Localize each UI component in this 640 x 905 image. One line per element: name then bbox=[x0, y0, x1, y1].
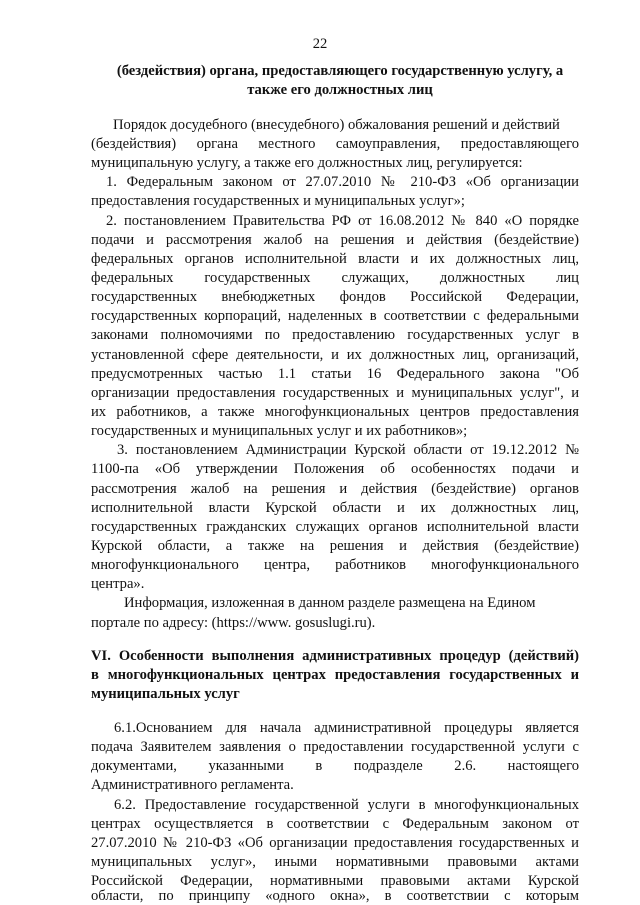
heading-line: муниципальных услуг bbox=[91, 686, 240, 702]
text-line: документами, указанными в подразделе 2.6. настоящего bbox=[91, 758, 579, 774]
text-line: подачи и рассмотрения жалоб на решения и действия (бездействие) bbox=[91, 232, 579, 248]
text-line: законами полномочиями по предоставлению государственных услуг в bbox=[91, 327, 579, 343]
text-line: Информация, изложенная в данном разделе размещена на Едином bbox=[124, 595, 536, 611]
text-line: центрах осуществляется в соответствии с Федеральным законом от bbox=[91, 816, 579, 832]
text-line: Российской Федерации, нормативными правовыми актами Курской bbox=[91, 873, 579, 889]
text-line: предоставления государственных и муниципальных услуг»; bbox=[91, 193, 465, 209]
text-line: предусмотренных частью 1.1 статьи 16 Федерального закона "Об bbox=[91, 366, 579, 382]
text-line: федеральных государственных служащих, должностных лиц bbox=[91, 270, 579, 286]
text-line: государственных внебюджетных фондов Российской Федерации, bbox=[91, 289, 579, 305]
text-line: организации предоставления государственных и муниципальных услуг", и bbox=[91, 385, 579, 401]
text-line: федеральных органов исполнительной власти и их должностных лиц, bbox=[91, 251, 579, 267]
text-line: 2. постановлением Правительства РФ от 16.08.2012 № 840 «О порядке bbox=[106, 213, 579, 229]
text-line: Административного регламента. bbox=[91, 777, 294, 793]
heading-line: также его должностных лиц bbox=[247, 82, 433, 98]
text-line: государственных корпораций, наделенных в соответствии с федеральными bbox=[91, 308, 579, 324]
text-line: 3. постановлением Администрации Курской области от 19.12.2012 № bbox=[117, 442, 579, 458]
text-line: (бездействия) органа местного самоуправления, предоставляющего bbox=[91, 136, 579, 152]
text-line: рассмотрения жалоб на решения и действия (бездействие) органов bbox=[91, 481, 579, 497]
text-line: их работников, а также многофункциональных центров предоставления bbox=[91, 404, 579, 420]
text-line: государственных гражданских служащих органов исполнительной власти bbox=[91, 519, 579, 535]
text-line: центра». bbox=[91, 576, 145, 592]
text-line: Порядок досудебного (внесудебного) обжалования решений и действий bbox=[113, 117, 560, 133]
text-line: подача Заявителем заявления о предоставлении государственной услуги с bbox=[91, 739, 579, 755]
text-line: области, по принципу «одного окна», в соответствии с которым bbox=[91, 888, 579, 904]
text-line: муниципальную услугу, а также его должностных лиц, регулируется: bbox=[91, 155, 523, 171]
text-line: многофункционального центра, работников многофункционального bbox=[91, 557, 579, 573]
text-line: 6.2. Предоставление государственной услуги в многофункциональных bbox=[114, 797, 579, 813]
text-line: 6.1.Основанием для начала административной процедуры является bbox=[114, 720, 579, 736]
text-line: Курской области, а также на решения и действия (бездействие) bbox=[91, 538, 579, 554]
text-line: исполнительной власти Курской области и их должностных лиц, bbox=[91, 500, 579, 516]
page-number: 22 bbox=[312, 36, 328, 52]
text-line: муниципальных услуг», иными нормативными правовыми актами bbox=[91, 854, 579, 870]
heading-line: (бездействия) органа, предоставляющего государственную услугу, а bbox=[116, 63, 564, 79]
text-line: 1100-па «Об утверждении Положения об особенностях подачи и bbox=[91, 461, 579, 477]
text-line: государственных и муниципальных услуг и их работников»; bbox=[91, 423, 468, 439]
heading-line: в многофункциональных центрах предоставления государственных и bbox=[91, 667, 579, 683]
text-line: портале по адресу: (https://www. gosuslugi.ru). bbox=[91, 615, 376, 631]
text-line: установленной сфере деятельности, и их должностных лиц, организаций, bbox=[91, 347, 579, 363]
heading-line: VI. Особенности выполнения административных процедур (действий) bbox=[91, 648, 579, 664]
text-line: 27.07.2010 № 210-ФЗ «Об организации предоставления государственных и bbox=[91, 835, 579, 851]
text-line: 1. Федеральным законом от 27.07.2010 № 210-ФЗ «Об организации bbox=[106, 174, 579, 190]
